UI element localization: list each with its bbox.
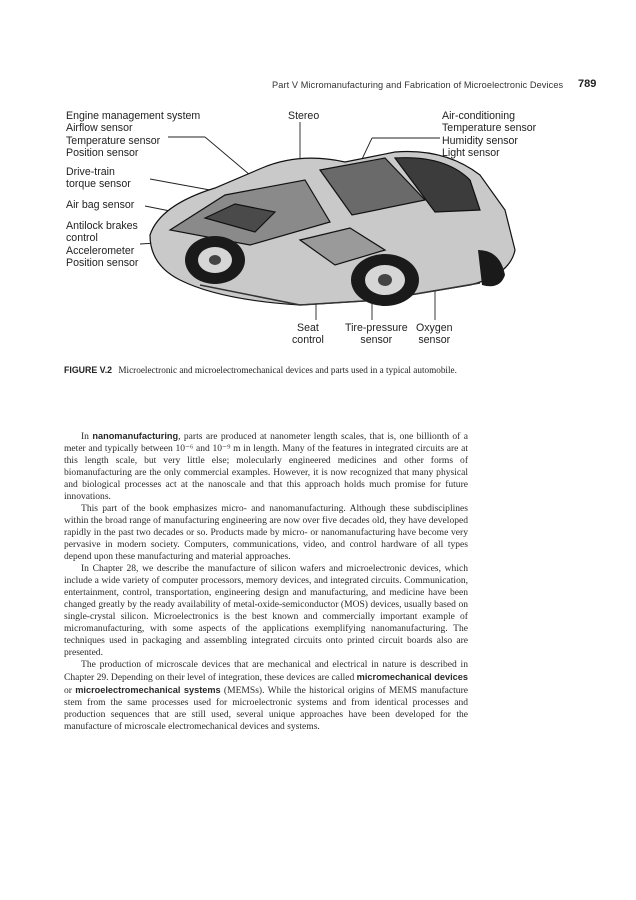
caption-text: Microelectronic and microelectromechanical devices and parts used in a typical automobile. bbox=[118, 365, 457, 375]
leader-drivetrain bbox=[150, 179, 210, 190]
figure-caption bbox=[64, 365, 484, 377]
label-accelerometer: Accelerometer bbox=[66, 244, 135, 257]
term-nanomanufacturing: nanomanufacturing bbox=[92, 431, 179, 441]
label-torque-sensor: torque sensor bbox=[66, 178, 131, 191]
label-airflow-sensor: Airflow sensor bbox=[66, 122, 133, 135]
page-number: 789 bbox=[578, 78, 597, 90]
label-seat: Seat bbox=[297, 322, 319, 334]
paragraph-3: In Chapter 28, we describe the manufacture of silicon wafers and microelectronic devices, which include a wide variety of computer processors, memory devices, and integrated circuits. Communication, entertainment, control, transportation, engineering design and manufacturing, and medicine have been changed greatly by the ready availability of metal-oxide-semiconductor (MOS) devices, usually based on single-crystal silicon. Microelectronics is the best known and commercially important example of micromanufacturing, with some aspects of the applications exemplifying nanomanufacturing. The techniques used in packaging and assembling integrated circuits onto printed circuit boards also are presented. bbox=[64, 563, 468, 658]
label-antilock-brakes: Antilock brakes bbox=[66, 220, 138, 232]
label-position-sensor-top: Position sensor bbox=[66, 147, 139, 160]
part-title: Part V Micromanufacturing and Fabrication of Microelectronic Devices bbox=[272, 80, 564, 90]
caption-label: FIGURE V.2 bbox=[64, 365, 113, 375]
label-temperature-sensor-right: Temperature sensor bbox=[442, 122, 537, 135]
body-text bbox=[64, 430, 468, 733]
label-oxygen-sensor-2: sensor bbox=[418, 334, 451, 347]
label-stereo: Stereo bbox=[288, 110, 320, 122]
paragraph-2: This part of the book emphasizes micro- and nanomanufacturing. Although these subdisciplines within the broad range of manufacturing engineering are now over five decades old, they have developed rapidly in the past two decades or so. Products made by micro- or nanomanufacturing have become very pervasive in modern society. Computers, communications, video, and control hardware of all types depend upon these manufacturing and material approaches. bbox=[64, 503, 468, 562]
label-drive-train: Drive-train bbox=[66, 166, 115, 178]
label-tire-pressure-2: sensor bbox=[360, 334, 393, 347]
term-micromechanical-devices: micromechanical devices bbox=[356, 672, 469, 682]
label-light-sensor: Light sensor bbox=[442, 147, 500, 160]
label-airbag-sensor: Air bag sensor bbox=[66, 199, 135, 211]
paragraph-4: The production of microscale devices that are mechanical and electrical in nature is described in Chapter 29. Depending on their level of integration, these devices are called micromechanical devices or microelectromechanical systems (MEMSs). While the historical origins of MEMS manufacture stem from the same processes used for microelectronic systems and from identical processes and production sequences that are still used, several unique approaches have been developed for the manufacture of microscale electromechanical devices and systems. bbox=[64, 659, 469, 732]
label-tire-pressure-1: Tire-pressure bbox=[345, 322, 408, 334]
front-wheel bbox=[185, 236, 245, 284]
label-position-sensor-bottom: Position sensor bbox=[66, 257, 139, 270]
term-mems: microelectromechanical systems bbox=[75, 685, 221, 695]
label-seat-control-2: control bbox=[292, 334, 324, 347]
label-temperature-sensor-left: Temperature sensor bbox=[66, 134, 161, 147]
running-header bbox=[0, 78, 636, 94]
label-air-conditioning: Air-conditioning bbox=[442, 110, 516, 122]
label-oxygen: Oxygen bbox=[416, 322, 453, 334]
rear-wheel bbox=[351, 254, 419, 306]
label-humidity-sensor: Humidity sensor bbox=[442, 134, 518, 147]
automobile-figure bbox=[0, 100, 636, 360]
paragraph-1: In nanomanufacturing, parts are produced at nanometer length scales, that is, one billionth of a meter and typically between 10⁻⁶ and 10⁻⁹ m in length. Many of the features in integrated circuits are at this length scale, but very little else; molecularly engineered medicines and other forms of biomanufacturing are the only commercial examples. However, it is now recognized that many physical and biological processes act at the nanoscale and that this approach holds much promise for future innovations. bbox=[64, 431, 468, 502]
label-control: control bbox=[66, 232, 98, 245]
car-illustration bbox=[0, 100, 636, 360]
label-engine-management: Engine management system bbox=[66, 110, 201, 122]
